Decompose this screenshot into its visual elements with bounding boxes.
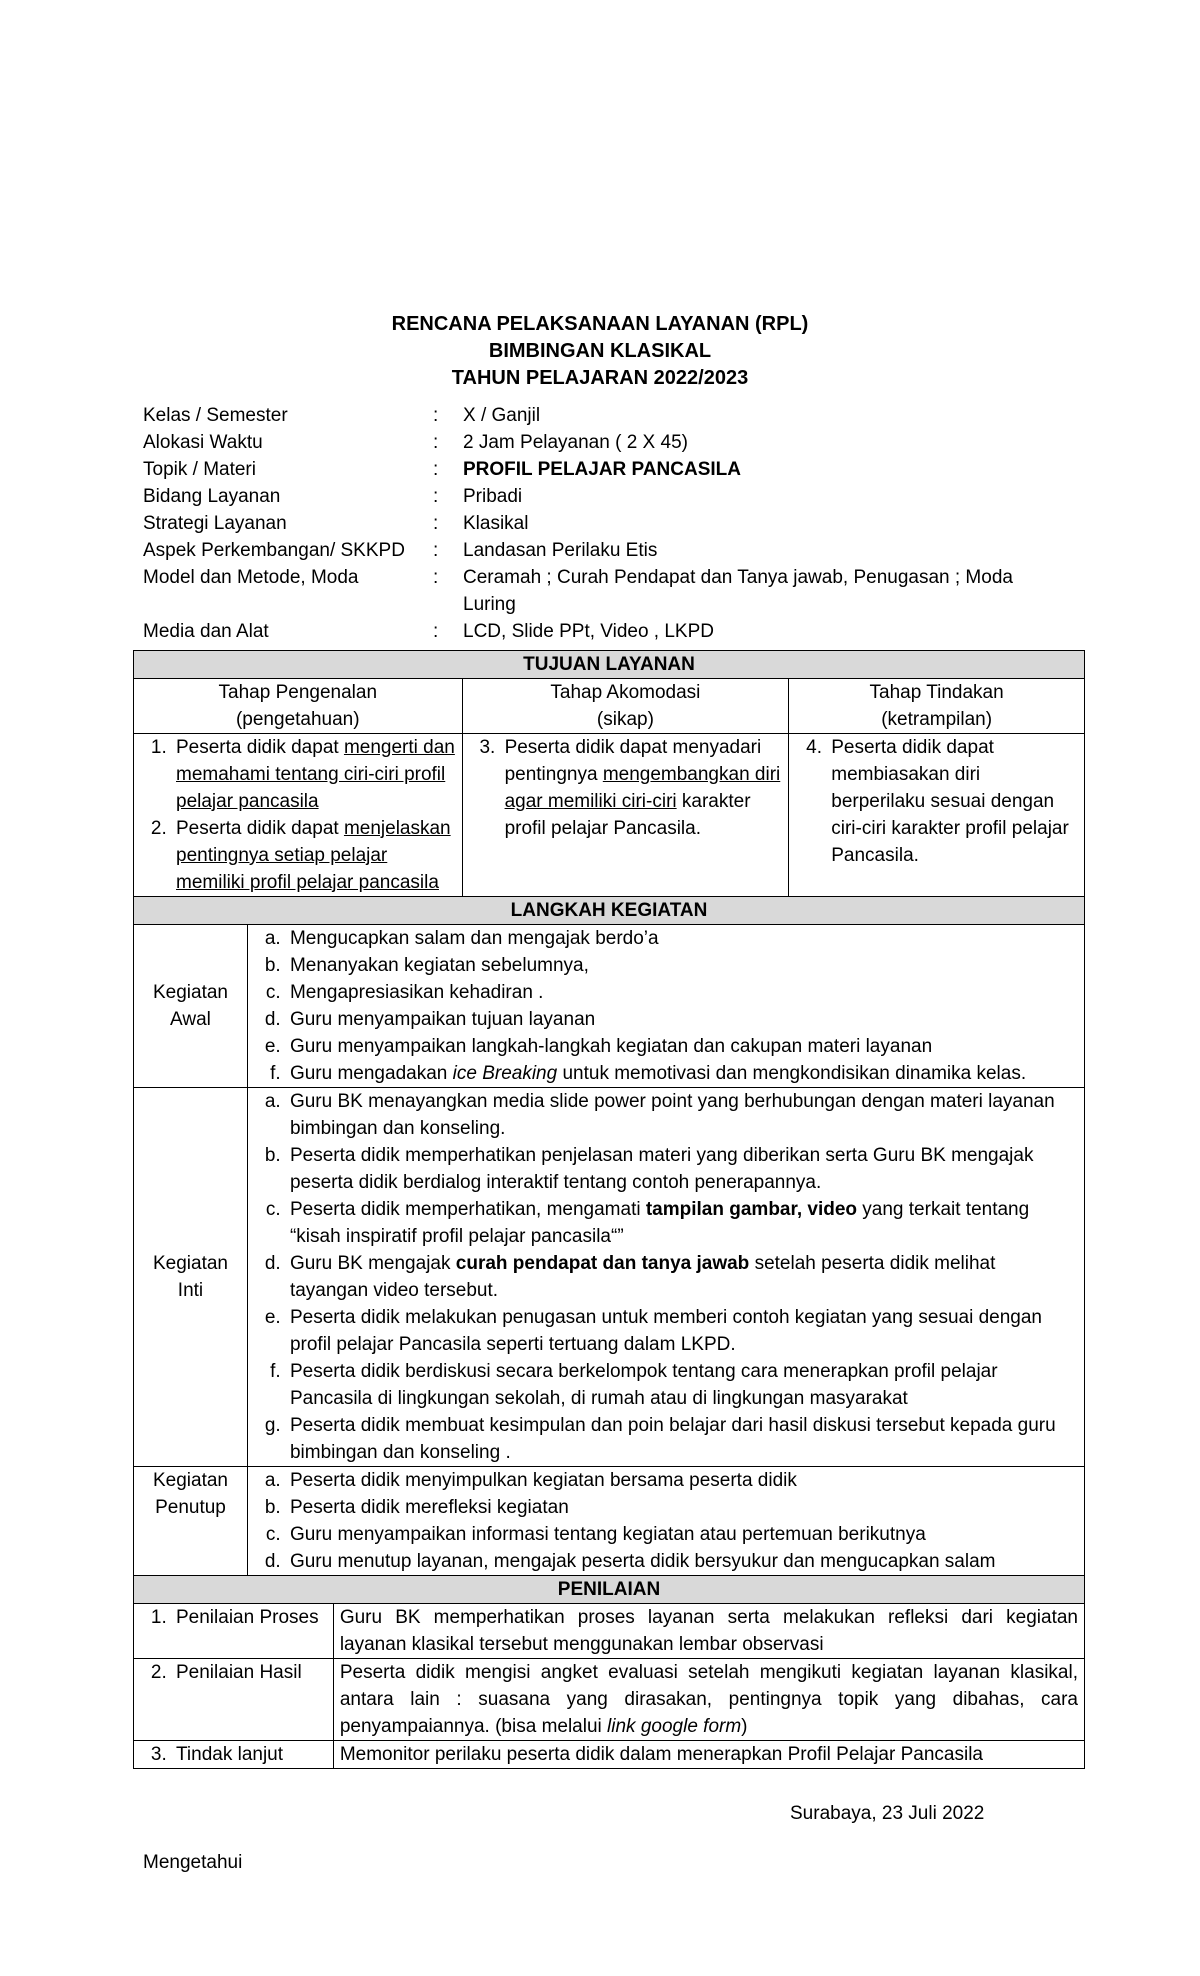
tujuan-pengenalan-cell bbox=[134, 734, 463, 897]
meta-label: Bidang Layanan bbox=[143, 486, 281, 507]
meta-label: Model dan Metode, Moda bbox=[143, 567, 359, 588]
section-heading-tujuan: TUJUAN LAYANAN bbox=[134, 651, 1085, 679]
meta-value: Pribadi bbox=[463, 486, 523, 507]
meta-row bbox=[143, 429, 1073, 456]
meta-row bbox=[143, 564, 1073, 618]
list-item: a. Guru BK menayangkan media slide power point yang berhubungan dengan materi layanan bimbingan dan konseling. bbox=[286, 1088, 1078, 1142]
penilaian-proses-value: Guru BK memperhatikan proses layanan serta melakukan refleksi dari kegiatan layanan klasikal tersebut menggunakan lembar observasi bbox=[333, 1604, 1084, 1659]
meta-row bbox=[143, 483, 1073, 510]
meta-label: Kelas / Semester bbox=[143, 405, 288, 426]
kegiatan-awal-label: Kegiatan Awal bbox=[134, 925, 248, 1088]
penilaian-label: 3. Tindak lanjut bbox=[140, 1741, 327, 1768]
meta-colon: : bbox=[433, 567, 439, 588]
list-item: d. Guru menyampaikan tujuan layanan bbox=[286, 1006, 1078, 1033]
list-item: e. Peserta didik melakukan penugasan untuk memberi contoh kegiatan yang sesuai dengan profil pelajar Pancasila seperti tertuang dalam LKPD. bbox=[286, 1304, 1078, 1358]
tujuan-pengenalan-list bbox=[140, 734, 456, 896]
tujuan-tindakan-cell bbox=[789, 734, 1085, 897]
penilaian-label-cell bbox=[134, 1659, 334, 1741]
meta-label: Alokasi Waktu bbox=[143, 432, 263, 453]
kegiatan-inti-label: Kegiatan Inti bbox=[134, 1088, 248, 1467]
list-item: g. Peserta didik membuat kesimpulan dan poin belajar dari hasil diskusi tersebut kepada guru bimbingan dan konseling . bbox=[286, 1412, 1078, 1466]
kegiatan-penutup-list bbox=[254, 1467, 1078, 1575]
tujuan-col-header bbox=[462, 679, 789, 734]
meta-value: Landasan Perilaku Etis bbox=[463, 540, 658, 561]
list-item: 1. Peserta didik dapat mengerti dan memahami tentang ciri-ciri profil pelajar pancasila bbox=[172, 734, 456, 815]
list-item: a. Mengucapkan salam dan mengajak berdo’a bbox=[286, 925, 1078, 952]
section-heading-langkah: LANGKAH KEGIATAN bbox=[134, 897, 1085, 925]
identity-table bbox=[143, 402, 1073, 645]
meta-colon: : bbox=[433, 540, 439, 561]
list-item: e. Guru menyampaikan langkah-langkah kegiatan dan cakupan materi layanan bbox=[286, 1033, 1078, 1060]
plan-table bbox=[133, 650, 1085, 1769]
meta-value: LCD, Slide PPt, Video , LKPD bbox=[463, 621, 714, 642]
title-line-2: BIMBINGAN KLASIKAL bbox=[488, 340, 712, 362]
section-heading-penilaian: PENILAIAN bbox=[134, 1576, 1085, 1604]
penilaian-label-cell bbox=[134, 1741, 334, 1769]
list-item: d. Guru menutup layanan, mengajak peserta didik bersyukur dan mengucapkan salam bbox=[286, 1548, 1078, 1575]
kegiatan-penutup-label: Kegiatan Penutup bbox=[134, 1467, 248, 1576]
place-date: Surabaya, 23 Juli 2022 bbox=[790, 1803, 985, 1824]
meta-colon: : bbox=[433, 405, 439, 426]
penilaian-label: 2. Penilaian Hasil bbox=[140, 1659, 327, 1686]
list-item: 3. Peserta didik dapat menyadari pentingnya mengembangkan diri agar memiliki ciri-ciri karakter profil pelajar Pancasila. bbox=[501, 734, 783, 842]
penilaian-label-cell bbox=[134, 1604, 334, 1659]
title-line-1: RENCANA PELAKSANAAN LAYANAN (RPL) bbox=[391, 313, 809, 335]
list-item: b. Peserta didik merefleksi kegiatan bbox=[286, 1494, 1078, 1521]
tujuan-col-header bbox=[789, 679, 1085, 734]
document-title bbox=[0, 311, 1200, 392]
tujuan-akomodasi-list bbox=[469, 734, 783, 842]
penilaian-hasil-value: Peserta didik mengisi angket evaluasi setelah mengikuti kegiatan layanan klasikal, antara lain : suasana yang dirasakan, pentingnya topik yang dibahas, cara penyampaiannya. (bisa melalui link google form) bbox=[333, 1659, 1084, 1741]
kegiatan-awal-list bbox=[254, 925, 1078, 1087]
meta-colon: : bbox=[433, 432, 439, 453]
tujuan-col-header bbox=[134, 679, 463, 734]
kegiatan-penutup-cell bbox=[247, 1467, 1084, 1576]
meta-colon: : bbox=[433, 621, 439, 642]
col-title: Tahap Pengenalan bbox=[218, 682, 378, 703]
meta-label: Media dan Alat bbox=[143, 621, 269, 642]
list-item: 2. Peserta didik dapat menjelaskan pentingnya setiap pelajar memiliki profil pelajar pancasila bbox=[172, 815, 456, 896]
list-item: d. Guru BK mengajak curah pendapat dan tanya jawab setelah peserta didik melihat tayangan video tersebut. bbox=[286, 1250, 1078, 1304]
meta-row bbox=[143, 537, 1073, 564]
kegiatan-inti-list bbox=[254, 1088, 1078, 1466]
col-subtitle: (pengetahuan) bbox=[235, 709, 360, 730]
list-item: a. Peserta didik menyimpulkan kegiatan bersama peserta didik bbox=[286, 1467, 1078, 1494]
title-line-3: TAHUN PELAJARAN 2022/2023 bbox=[451, 367, 749, 389]
tujuan-akomodasi-cell bbox=[462, 734, 789, 897]
list-item: f. Guru mengadakan ice Breaking untuk memotivasi dan mengkondisikan dinamika kelas. bbox=[286, 1060, 1078, 1087]
tindak-lanjut-value: Memonitor perilaku peserta didik dalam menerapkan Profil Pelajar Pancasila bbox=[333, 1741, 1084, 1769]
meta-value: 2 Jam Pelayanan ( 2 X 45) bbox=[463, 432, 688, 453]
list-item: b. Menanyakan kegiatan sebelumnya, bbox=[286, 952, 1078, 979]
col-subtitle: (sikap) bbox=[596, 709, 654, 730]
meta-row bbox=[143, 618, 1073, 645]
col-title: Tahap Tindakan bbox=[869, 682, 1004, 703]
acknowledge-label: Mengetahui bbox=[143, 1852, 243, 1873]
list-item: b. Peserta didik memperhatikan penjelasan materi yang diberikan serta Guru BK mengajak peserta didik berdialog interaktif tentang contoh penerapannya. bbox=[286, 1142, 1078, 1196]
list-item: 4. Peserta didik dapat membiasakan diri berperilaku sesuai dengan ciri-ciri karakter profil pelajar Pancasila. bbox=[827, 734, 1078, 869]
meta-value: Ceramah ; Curah Pendapat dan Tanya jawab, Penugasan ; Moda Luring bbox=[463, 567, 1013, 615]
list-item: c. Peserta didik memperhatikan, mengamati tampilan gambar, video yang terkait tentang “kisah inspiratif profil pelajar pancasila“” bbox=[286, 1196, 1078, 1250]
meta-colon: : bbox=[433, 459, 439, 480]
list-item: c. Mengapresiasikan kehadiran . bbox=[286, 979, 1078, 1006]
kegiatan-inti-cell bbox=[247, 1088, 1084, 1467]
meta-value: PROFIL PELAJAR PANCASILA bbox=[463, 459, 741, 480]
tujuan-tindakan-list bbox=[795, 734, 1078, 869]
meta-row bbox=[143, 456, 1073, 483]
col-subtitle: (ketrampilan) bbox=[881, 709, 993, 730]
meta-label: Strategi Layanan bbox=[143, 513, 287, 534]
meta-label: Aspek Perkembangan/ SKKPD bbox=[143, 540, 405, 561]
meta-row bbox=[143, 510, 1073, 537]
meta-row bbox=[143, 402, 1073, 429]
list-item: f. Peserta didik berdiskusi secara berkelompok tentang cara menerapkan profil pelajar Pancasila di lingkungan sekolah, di rumah atau di lingkungan masyarakat bbox=[286, 1358, 1078, 1412]
meta-value: X / Ganjil bbox=[463, 405, 541, 426]
kegiatan-awal-cell bbox=[247, 925, 1084, 1088]
meta-colon: : bbox=[433, 486, 439, 507]
col-title: Tahap Akomodasi bbox=[550, 682, 701, 703]
meta-value: Klasikal bbox=[463, 513, 529, 534]
meta-label: Topik / Materi bbox=[143, 459, 256, 480]
penilaian-label: 1. Penilaian Proses bbox=[140, 1604, 327, 1631]
list-item: c. Guru menyampaikan informasi tentang kegiatan atau pertemuan berikutnya bbox=[286, 1521, 1078, 1548]
meta-colon: : bbox=[433, 513, 439, 534]
